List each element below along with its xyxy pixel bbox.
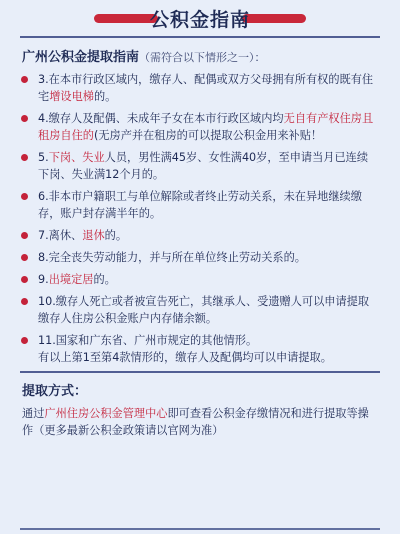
list-item: 4.缴存人及配偶、未成年子女在本市行政区域内均无自有产权住房且租房自住的(无房产并在租房的可以提取公积金用来补贴！ [22,110,378,144]
method-title: 提取方式： [22,384,88,399]
bottom-divider [20,528,380,530]
bullet-dot-icon [21,76,28,83]
bullet-dot-icon [21,115,28,122]
header-banner [22,0,378,36]
bullet-dot-icon [21,276,28,283]
list-item: 3.在本市行政区域内，缴存人、配偶或双方父母拥有所有权的既有住宅增设电梯的。 [22,71,378,105]
guide-title: 广州公积金提取指南 [22,50,140,65]
middle-divider [20,371,380,373]
list-item: 10.缴存人死亡或者被宣告死亡，其继承人、受遗赠人可以申请提取缴存人住房公积金账户内存储余额。 [22,293,378,327]
method-center-link: 广州住房公积金管理中心 [44,407,168,420]
bullet-dot-icon [21,298,28,305]
conditions-list [22,71,378,366]
list-item: 7.离休、退休的。 [22,227,378,244]
bullet-dot-icon [21,232,28,239]
guide-subtitle [22,46,378,65]
page-title: 公积金指南 [149,8,250,31]
list-item: 8.完全丧失劳动能力，并与所在单位终止劳动关系的。 [22,249,378,266]
bullet-dot-icon [21,337,28,344]
bullet-dot-icon [21,254,28,261]
top-divider [20,36,380,38]
list-item: 11.国家和广东省、广州市规定的其他情形。 有以上第1至第4款情形的，缴存人及配偶均可以申请提取。 [22,332,378,366]
bullet-dot-icon [21,154,28,161]
list-item: 9.出境定居的。 [22,271,378,288]
method-section [22,380,378,439]
method-text: 通过广州住房公积金管理中心即可查看公积金存缴情况和进行提取等操作（更多最新公积金政策请以官网为准） [22,407,369,437]
bullet-dot-icon [21,193,28,200]
list-item: 6.非本市户籍职工与单位解除或者终止劳动关系，未在异地继续缴存，账户封存满半年的。 [22,188,378,222]
list-item: 5.下岗、失业人员，男性满45岁、女性满40岁，至申请当月已连续下岗、失业满12个月的。 [22,149,378,183]
guide-note: （需符合以下情形之一）： [139,51,266,64]
extra-note: 有以上第1至第4款情形的，缴存人及配偶均可以申请提取。 [38,351,332,364]
